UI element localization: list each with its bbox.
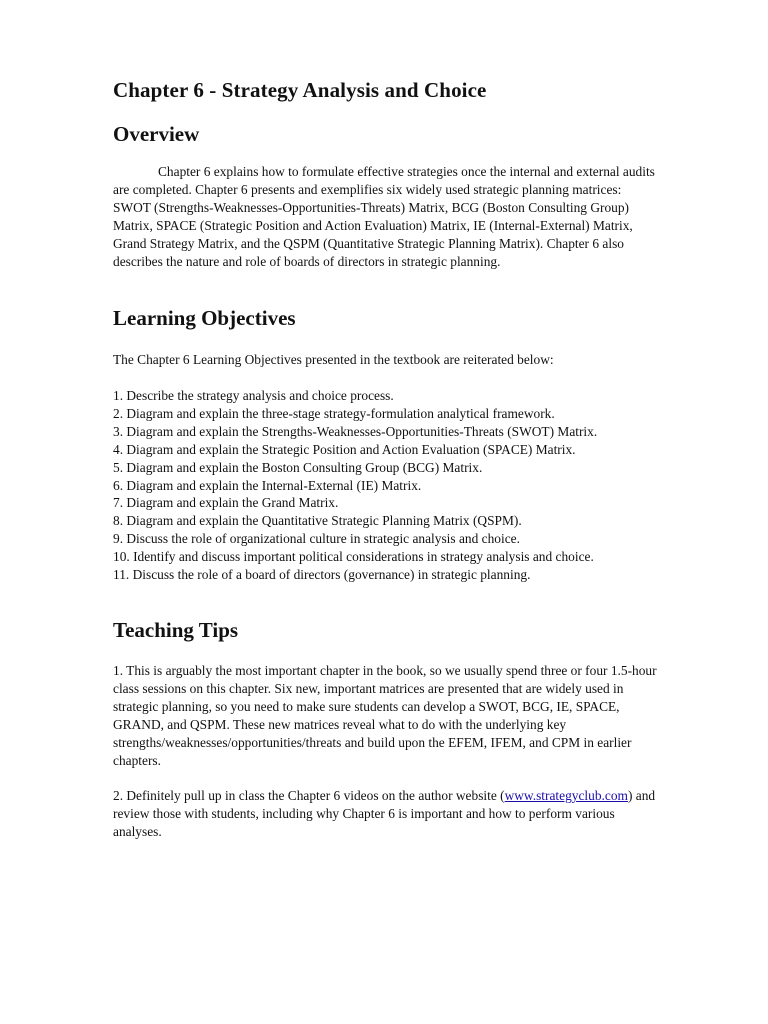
learning-objectives-heading: Learning Objectives bbox=[113, 306, 296, 330]
objective-item: 4. Diagram and explain the Strategic Position and Action Evaluation (SPACE) Matrix. bbox=[113, 441, 576, 457]
objective-item: 11. Discuss the role of a board of directors (governance) in strategic planning. bbox=[113, 567, 531, 583]
objective-item: 9. Discuss the role of organizational culture in strategic analysis and choice. bbox=[113, 531, 520, 547]
objective-item: 10. Identify and discuss important political considerations in strategy analysis and choice. bbox=[113, 549, 594, 565]
teaching-tip-2 bbox=[113, 787, 658, 841]
objective-item: 2. Diagram and explain the three-stage strategy-formulation analytical framework. bbox=[113, 405, 555, 421]
overview-heading: Overview bbox=[113, 122, 200, 146]
objective-item: 5. Diagram and explain the Boston Consulting Group (BCG) Matrix. bbox=[113, 459, 483, 475]
chapter-title: Chapter 6 - Strategy Analysis and Choice bbox=[113, 78, 487, 102]
teaching-tips-heading: Teaching Tips bbox=[113, 617, 239, 642]
objective-item: 1. Describe the strategy analysis and choice process. bbox=[113, 388, 394, 403]
teaching-tip-1: 1. This is arguably the most important chapter in the book, so we usually spend three or four 1.5-hour class sessions on this chapter. Six new, important matrices are presented that are widely used in strategic planning, so you need to make sure students can develop a SWOT, BCG, IE, SPACE, GRAND, and QSPM. These new matrices reveal what to do with the underlying key strengths/weaknesses/opportunities/threats and build upon the EFEM, IFEM, and CPM in earlier chapters. bbox=[113, 662, 657, 768]
objective-item: 8. Diagram and explain the Quantitative Strategic Planning Matrix (QSPM). bbox=[113, 513, 522, 529]
tip2-text-before: 2. Definitely pull up in class the Chapter 6 videos on the author website ( bbox=[113, 787, 505, 803]
tip2-text-after: ) and review those with students, including why Chapter 6 is important and how to perform various analyses. bbox=[113, 787, 656, 839]
overview-paragraph: Chapter 6 explains how to formulate effective strategies once the internal and external audits are completed. Chapter 6 presents and exemplifies six widely used strategic planning matrices: SWOT (Strengths-Weaknesses-Opportunities-Threats) Matrix, BCG (Boston Consulting Group) Matrix, SPACE (Strategic Position and Action Evaluation) Matrix, IE (Internal-External) Matrix, Grand Strategy Matrix, and the QSPM (Quantitative Strategic Planning Matrix). Chapter 6 also describes the nature and role of boards of directors in strategic planning. bbox=[113, 164, 655, 269]
objective-item: 7. Diagram and explain the Grand Matrix. bbox=[113, 495, 339, 511]
objective-item: 6. Diagram and explain the Internal-External (IE) Matrix. bbox=[113, 477, 422, 493]
objectives-list bbox=[113, 387, 658, 584]
strategyclub-link[interactable]: www.strategyclub.com bbox=[504, 787, 628, 803]
learning-objectives-intro: The Chapter 6 Learning Objectives presented in the textbook are reiterated below: bbox=[113, 352, 554, 367]
objective-item: 3. Diagram and explain the Strengths-Weaknesses-Opportunities-Threats (SWOT) Matrix. bbox=[113, 423, 598, 439]
document-page bbox=[113, 78, 658, 841]
